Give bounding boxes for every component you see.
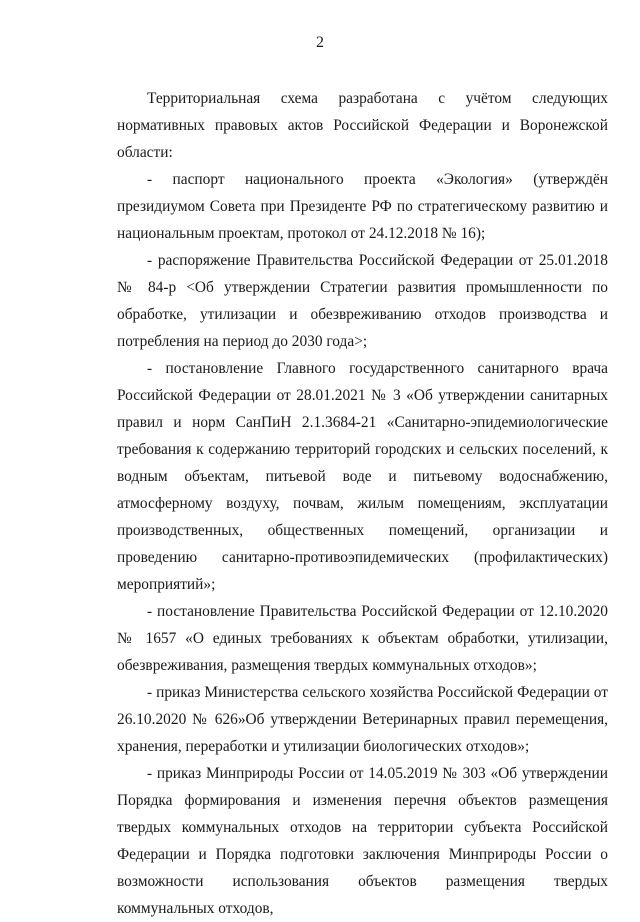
list-item-agriculture-order-626: - приказ Министерства сельского хозяйства Российской Федерации от 26.10.2020 № 626»Об утверждении Ветеринарных правил перемещения, хранения, переработки и утилизации биологических отходов»; (117, 684, 608, 755)
list-item-ecology-passport: - паспорт национального проекта «Экология» (утверждён президиумом Совета при Президенте РФ по стратегическому развитию и национальным проектам, протокол от 24.12.2018 № 16); (117, 171, 608, 242)
document-body (117, 85, 608, 922)
list-item-sanpin-resolution: - постановление Главного государственного санитарного врача Российской Федерации от 28.01.2021 № 3 «Об утверждении санитарных правил и норм СанПиН 2.1.3684-21 «Санитарно-эпидемиологические требования к содержанию территорий городских и сельских поселений, к водным объектам, питьевой воде и питьевому водоснабжению, атмосферному воздуху, почвам, жилым помещениям, эксплуатации производственных, общественных помещений, организации и проведению санитарно-противоэпидемических (профилактических) мероприятий»; (117, 360, 608, 593)
intro-paragraph: Территориальная схема разработана с учётом следующих нормативных правовых актов Российской Федерации и Воронежской области: (117, 90, 608, 161)
list-item-minprirody-order-303: - приказ Минприроды России от 14.05.2019 № 303 «Об утверждении Порядка формирования и изменения перечня объектов размещения твердых коммунальных отходов на территории субъекта Российской Федерации и Порядка подготовки заключения Минприроды России о возможности использования объектов размещения твердых коммунальных отходов, (117, 765, 608, 917)
page-number: 2 (316, 34, 324, 51)
list-item-government-resolution-1657: - постановление Правительства Российской Федерации от 12.10.2020 № 1657 «О единых требованиях к объектам обработки, утилизации, обезвреживания, размещения твердых коммунальных отходов»; (117, 603, 608, 674)
list-item-government-order-84r: - распоряжение Правительства Российской Федерации от 25.01.2018 № 84-р <Об утверждении Стратегии развития промышленности по обработке, утилизации и обезвреживанию отходов производства и потребления на период до 2030 года>; (117, 252, 608, 350)
